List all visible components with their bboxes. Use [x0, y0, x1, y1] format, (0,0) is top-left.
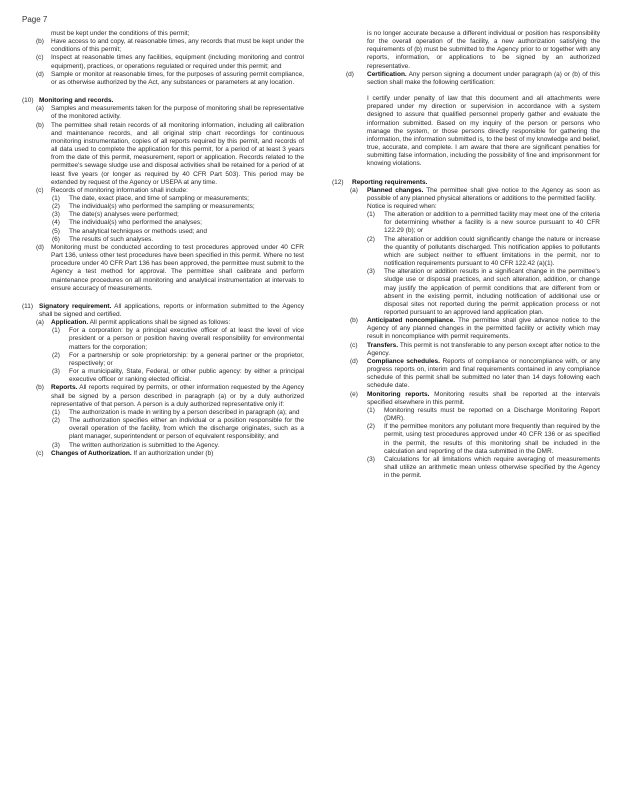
certification-statement: I certify under penalty of law that this document and all attachments were prepared under my direction or supervision in accordance with a system designed to assure that qualified personnel properly gather and evaluate the information submitted. Based on my inquiry of the person or persons who manage the system, or those persons directly responsible for gathering the information, the information submitted is, to the best of my knowledge and belief, true, accurate, and complete. I am aware that there are significant penalties for submitting false information, including the possibility of fine and imprisonment for knowing violations.	[367, 95, 600, 168]
left-top-item-b: (b) Have access to and copy, at reasonable times, any records that must be kept under the conditions of this permit;	[36, 38, 304, 54]
section-12-e: (e) Monitoring reports. Monitoring results shall be reported at the intervals specified elsewhere in this permit.	[350, 390, 600, 406]
section-11-title: Signatory requirement.	[39, 302, 112, 310]
page-label: Page 7	[22, 15, 48, 24]
section-11-b-item: (3) The written authorization is submitted to the Agency.	[52, 441, 220, 449]
section-10-b: (b) The permittee shall retain records of all monitoring information, including all calibration and maintenance records, and all original strip chart recordings for continuous monitoring instrumentation, copies of all reports required by this permit, and records of all data used to complete the application for this permit, for a period of at least 3 years from the date of this permit, measurement, report or application. Records related to the permittee's sewage sludge use and disposal activities shall be retained for a period of at least five years (or longer as required by 40 CFR Part 503). This period may be extended by request of the Agency or USEPA at any time.	[36, 121, 304, 186]
section-11-a-item: (2) For a partnership or sole proprietorship: by a general partner or the proprietor, respectively; or	[52, 351, 304, 367]
certification-item: (d) Certification. Any person signing a document under paragraph (a) or (b) of this section shall make the following certification:	[346, 70, 600, 86]
left-top-continuation: must be kept under the conditions of this permit;	[51, 30, 190, 37]
section-12-title: Reporting requirements.	[352, 178, 428, 186]
right-top-continuation: is no longer accurate because a different individual or position has responsibility for the overall operation of the facility, a new authorization satisfying the requirements of (b) must be submitted to the Agency prior to or together with any reports, information, or applications to be signed by an authorized representative.	[367, 30, 600, 70]
section-12-b: (b) Anticipated noncompliance. The permittee shall give advance notice to the Agency of any planned changes in the permitted facility or activity which may result in noncompliance with permit requirements.	[350, 317, 600, 341]
section-10-c-item: (3) The date(s) analyses were performed;	[52, 211, 179, 219]
section-12-e-item: (2) If the permittee monitors any pollutant more frequently than required by the permit, using test procedures approved under 40 CFR 136 or as specified in the permit, the results of this monitoring shall be included in the calculation and reporting of the data submitted in the DMR.	[367, 423, 600, 455]
section-11-heading: (11) Signatory requirement. All applications, reports or information submitted to the Agency shall be signed and certified.	[22, 302, 304, 318]
section-12-e-item: (1) Monitoring results must be reported on a Discharge Monitoring Report (DMR).	[367, 406, 600, 423]
section-12-heading: (12) Reporting requirements.	[332, 178, 428, 186]
section-10-c-item: (4) The individual(s) who performed the analyses;	[52, 219, 202, 227]
section-10-title: Monitoring and records.	[39, 97, 114, 105]
section-10-c: (c) Records of monitoring information shall include:	[36, 186, 188, 194]
section-12-a: (a) Planned changes. The permittee shall give notice to the Agency as soon as possible of any planned physical alterations or additions to the permitted facility.	[350, 186, 600, 202]
section-10-heading: (10) Monitoring and records.	[22, 97, 114, 105]
section-11-a: (a) Application. All permit applications shall be signed as follows:	[36, 319, 231, 327]
section-12-a-item: (3) The alteration or addition results in a significant change in the permittee's sludge use or disposal practices, and such alteration, addition, or change may justify the application of permit conditions that are different from or absent in the existing permit, including notification of additional use or disposal sites not reported during the permit application process or not reported pursuant to an approved land application plan.	[367, 268, 600, 316]
section-11-b-item: (1) The authorization is made in writing by a person described in paragraph (a); and	[52, 408, 300, 416]
section-10-d: (d) Monitoring must be conducted according to test procedures approved under 40 CFR Part 136, unless other test procedures have been specified in this permit. Where no test procedure under 40 CFR Part 136 has been approved, the permittee must submit to the Agency a test method for approval. The permittee shall calibrate and perform maintenance procedures on all monitoring and analytical instrumentation at intervals to ensure accuracy of measurements.	[36, 243, 304, 292]
section-12-c: (c) Transfers. This permit is not transferable to any person except after notice to the Agency.	[350, 341, 600, 357]
section-10-c-item: (2) The individual(s) who performed the sampling or measurements;	[52, 203, 255, 211]
section-12-e-item: (3) Calculations for all limitations which require averaging of measurements shall utilize an arithmetic mean unless otherwise specified by the Agency in the permit.	[367, 455, 600, 480]
section-12-a-item: (1) The alteration or addition to a permitted facility may meet one of the criteria for determining whether a facility is a new source pursuant to 40 CFR 122.29 (b); or	[367, 211, 600, 235]
right-column	[332, 30, 600, 480]
section-12-a-notice: Notice is required when:	[367, 202, 437, 210]
section-11-a-item: (1) For a corporation: by a principal executive officer of at least the level of vice president or a person or position having overall responsibility for environmental matters for the corporation;	[52, 327, 304, 351]
section-10-a: (a) Samples and measurements taken for the purpose of monitoring shall be representative of the monitored activity.	[36, 105, 304, 121]
section-11-a-item: (3) For a municipality, State, Federal, or other public agency: by either a principal executive officer or ranking elected official.	[52, 368, 304, 384]
section-10-c-item: (5) The analytical techniques or methods used; and	[52, 227, 208, 235]
section-11-c: (c) Changes of Authorization. If an authorization under (b)	[36, 449, 214, 457]
section-10-c-item: (6) The results of such analyses.	[52, 235, 154, 243]
section-10-c-item: (1) The date, exact place, and time of sampling or measurements;	[52, 194, 249, 202]
section-11-b-item: (2) The authorization specifies either an individual or a position responsible for the overall operation of the facility, from which the discharge originates, such as a plant manager, superintendent or person of equivalent responsibility; and	[52, 417, 304, 441]
section-11-b: (b) Reports. All reports required by permits, or other information requested by the Agency shall be signed by a person described in paragraph (a) or by a duly authorized representative of that person. A person is a duly authorized representative only if:	[36, 384, 305, 408]
section-12-d: (d) Compliance schedules. Reports of compliance or noncompliance with, or any progress reports on, interim and final requirements contained in any compliance schedule of this permit shall be submitted no later than 14 days following each schedule date.	[350, 357, 601, 390]
left-top-item-d: (d) Sample or monitor at reasonable times, for the purposes of assuring permit compliance, or as otherwise authorized by the Act, any substances or parameters at any location.	[36, 70, 304, 86]
left-column	[22, 30, 304, 458]
section-12-a-item: (2) The alteration or addition could significantly change the nature or increase the quantity of pollutants discharged. This notification applies to pollutants which are subject neither to effluent limitations in the permit, nor to notification requirements pursuant to 40 CFR 122.42 (a)(1).	[367, 235, 600, 268]
left-top-item-c: (c) Inspect at reasonable times any facilities, equipment (including monitoring and control equipment), practices, or operations regulated or required under this permit; and	[36, 54, 304, 70]
